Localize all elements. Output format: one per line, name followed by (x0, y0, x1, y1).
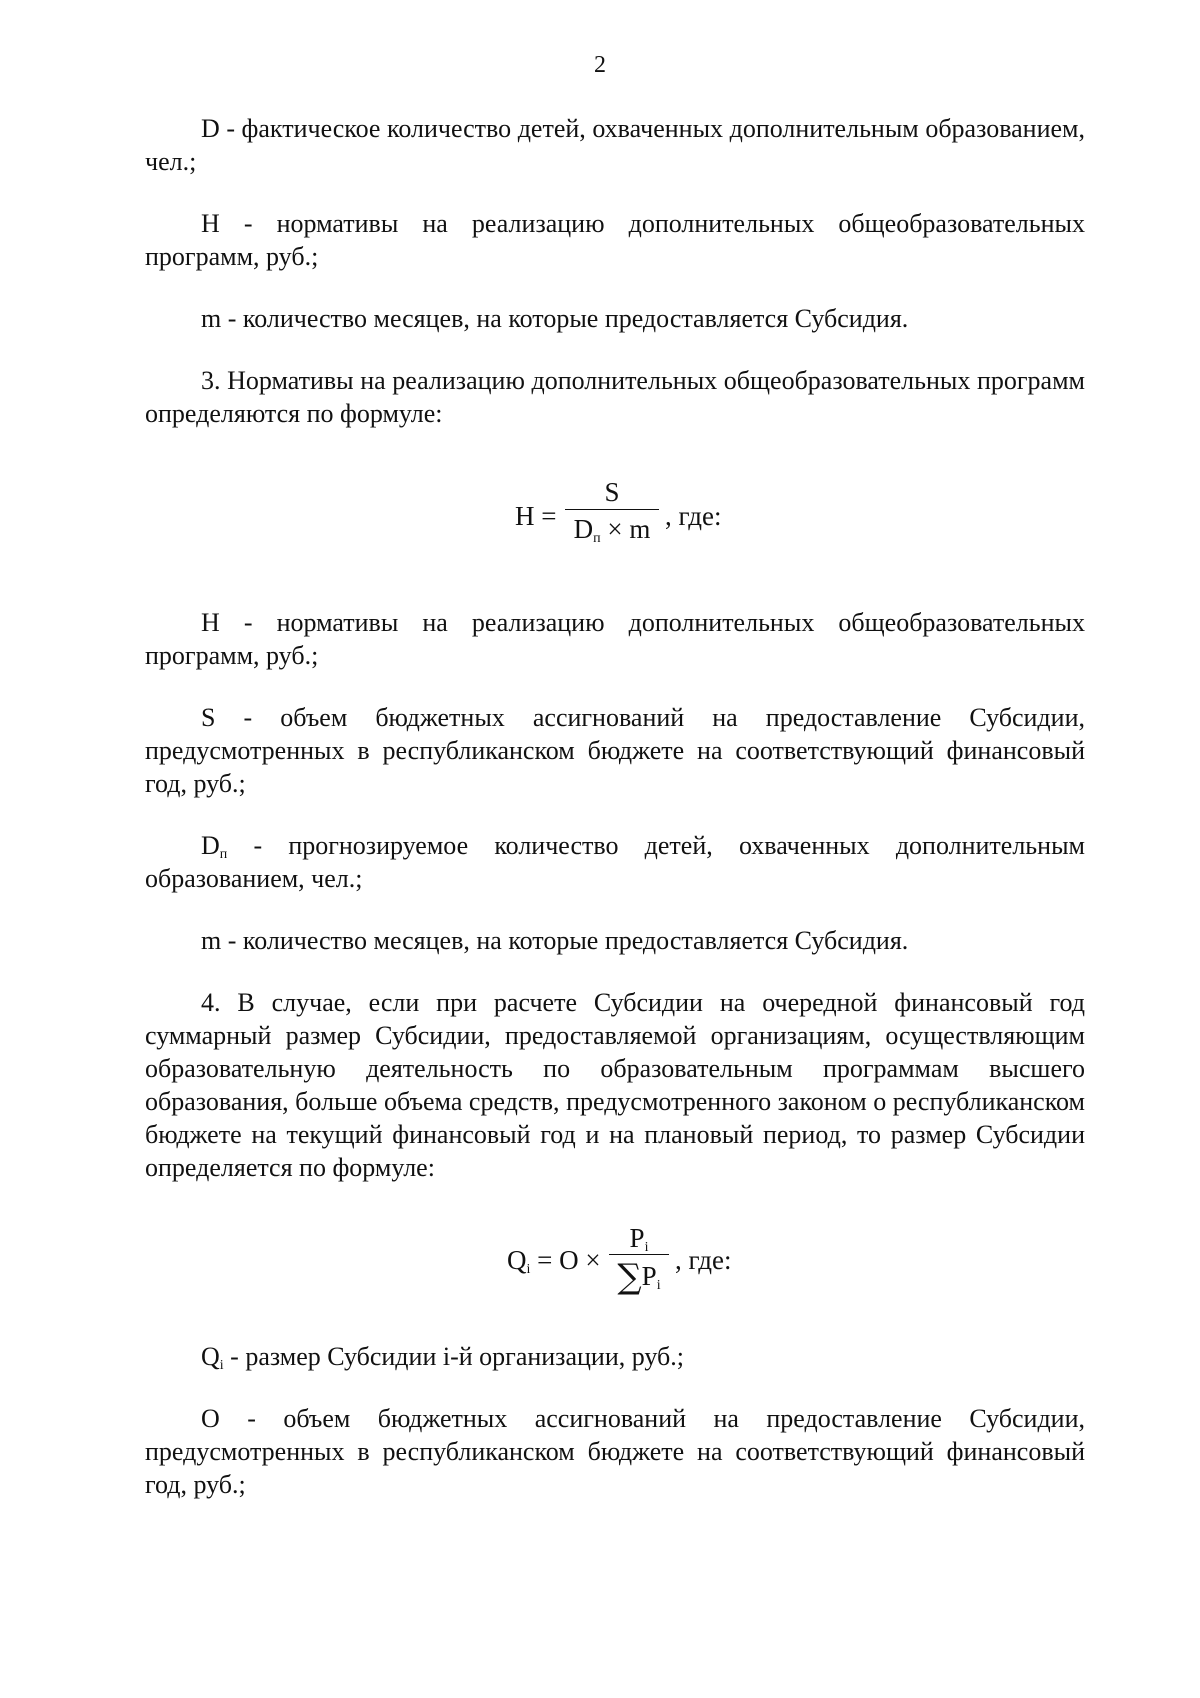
definition-s: S - объем бюджетных ассигнований на предоставление Субсидии, предусмотренных в республиканском бюджете на соответствующий финансовый год, руб.; (145, 703, 1085, 798)
formula2-numerator: $P_i$ (629, 1223, 649, 1255)
definition-d: D - фактическое количество детей, охваченных дополнительным образованием, чел.; (145, 114, 1085, 176)
clause-4: 4. В случае, если при расчете Субсидии на очередной финансовый год суммарный размер Субсидии, предоставляемой организациям, осуществляющим образовательную деятельность по образовательным программам высшего образования, больше объема средств, предусмотренного законом о республиканском бюджете на текущий финансовый год и на плановый период, то размер Субсидии определяется по формуле: (145, 988, 1085, 1182)
fraction-bar-2 (609, 1254, 669, 1255)
formula-tail: , где: (665, 501, 722, 531)
sigma-symbol: ∑ (617, 1257, 642, 1297)
formula2-tail: , где: (675, 1245, 732, 1275)
formula-lhs: H = (515, 501, 557, 531)
formula-normatives (145, 476, 1085, 552)
formula-fraction (565, 476, 659, 546)
definition-dn: $D_п$ - прогнозируемое количество детей, охваченных дополнительным образованием, чел.; (145, 831, 1085, 893)
definition-m-2: m - количество месяцев, на которые предоставляется Субсидия. (201, 926, 909, 955)
formula-denominator: $D_п \times m$ (573, 514, 651, 546)
formula2-denominator: $\sum P_i$ (617, 1257, 661, 1297)
clause-3: 3. Нормативы на реализацию дополнительных общеобразовательных программ определяются по формуле: (145, 366, 1085, 428)
definition-o: O - объем бюджетных ассигнований на предоставление Субсидии, предусмотренных в республиканском бюджете на соответствующий финансовый год, руб.; (145, 1404, 1085, 1499)
formula2-lhs: $Q_i = O$ × (507, 1245, 601, 1277)
formula-numerator: S (604, 477, 620, 507)
definition-m: m - количество месяцев, на которые предоставляется Субсидия. (201, 304, 909, 333)
definition-qi: $Q_i$ - размер Субсидии i-й организации, руб.; (201, 1342, 685, 1373)
page-number: 2 (594, 52, 606, 78)
formula-subsidy (145, 1224, 1085, 1298)
definition-h: H - нормативы на реализацию дополнительных общеобразовательных программ, руб.; (145, 209, 1085, 271)
formula2-fraction (609, 1223, 669, 1297)
document-body (145, 112, 1085, 1501)
fraction-bar (565, 509, 659, 510)
definition-h-2: H - нормативы на реализацию дополнительных общеобразовательных программ, руб.; (145, 608, 1085, 670)
